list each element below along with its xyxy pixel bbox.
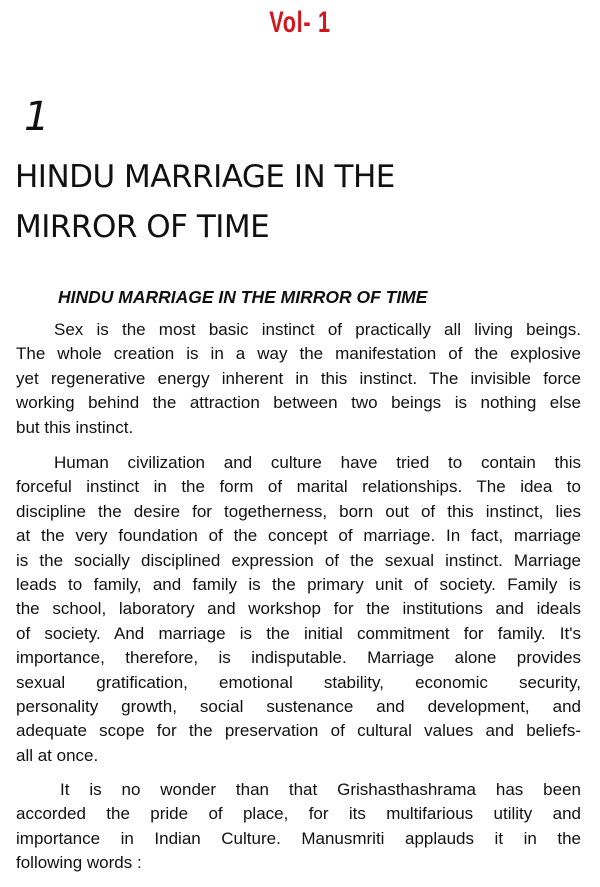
text-line: but this instinct.: [16, 417, 134, 437]
chapter-title-line: MIRROR OF TIME: [15, 209, 270, 245]
paragraph-2: [16, 451, 581, 768]
text-line: Human civilization and culture have tried to contain this: [54, 453, 581, 472]
chapter-title-line: HINDU MARRIAGE IN THE: [15, 159, 395, 195]
text-line: forceful instinct in the form of marital relationships. The idea to: [16, 477, 581, 497]
text-line: importance, therefore, is indisputable. Marriage alone provides: [16, 648, 581, 668]
chapter-title: [15, 152, 395, 252]
text-line: following words :: [16, 853, 142, 873]
text-line: It is no wonder than that Grishasthashrama has been: [60, 780, 581, 799]
text-line: sexual gratification, emotional stability, economic security,: [16, 672, 581, 692]
text-line: discipline the desire for togetherness, born out of this instinct, lies: [16, 501, 581, 521]
text-line: leads to family, and family is the primary unit of society. Family is: [16, 575, 581, 595]
text-line: adequate scope for the preservation of cultural values and beliefs-: [16, 721, 581, 741]
text-line: yet regenerative energy inherent in this instinct. The invisible force: [16, 368, 581, 388]
text-line: all at once.: [16, 745, 99, 765]
text-line: is the socially disciplined expression of the sexual instinct. Marriage: [16, 550, 581, 570]
text-line: Sex is the most basic instinct of practically all living beings.: [54, 320, 581, 339]
chapter-number: 1: [24, 94, 50, 140]
paragraph-3: [16, 778, 581, 876]
text-line: The whole creation is in a way the manifestation of the explosive: [16, 344, 581, 364]
text-line: at the very foundation of the concept of marriage. In fact, marriage: [16, 526, 581, 546]
volume-label: Vol- 1: [269, 6, 331, 39]
text-line: importance in Indian Culture. Manusmriti applauds it in the: [16, 828, 581, 848]
section-heading: HINDU MARRIAGE IN THE MIRROR OF TIME: [58, 287, 428, 307]
paragraph-1: [16, 318, 581, 440]
text-line: accorded the pride of place, for its multifarious utility and: [16, 804, 581, 824]
text-line: working behind the attraction between two beings is nothing else: [16, 393, 581, 413]
text-line: the school, laboratory and workshop for the institutions and ideals: [16, 599, 581, 619]
text-line: personality growth, social sustenance and development, and: [16, 697, 581, 717]
text-line: of society. And marriage is the initial commitment for family. It's: [16, 623, 581, 643]
